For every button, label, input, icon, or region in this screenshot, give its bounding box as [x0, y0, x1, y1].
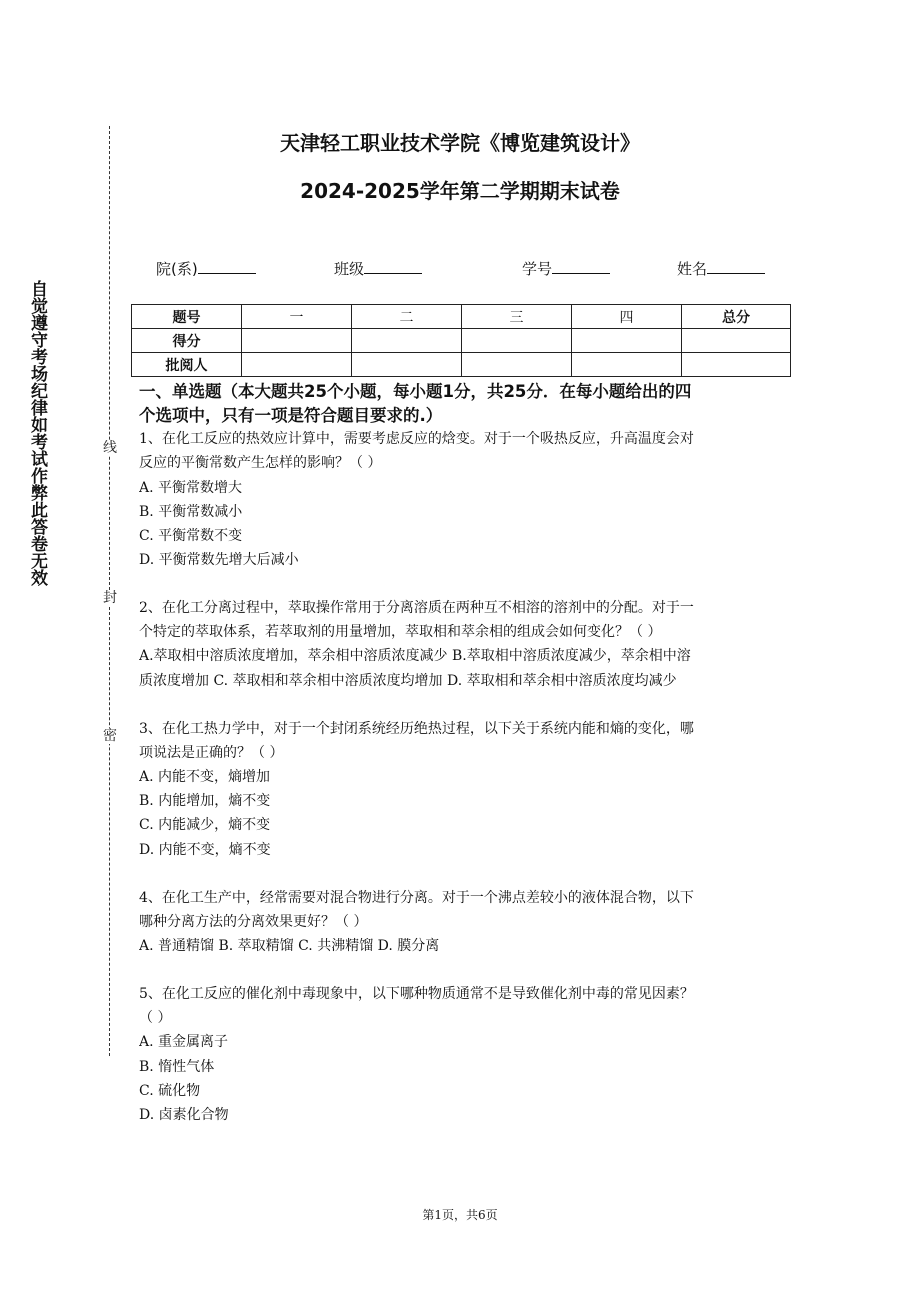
info-field-class [334, 258, 422, 279]
score-table-header-row [132, 305, 791, 329]
grader-cell [352, 353, 462, 377]
section-heading-line: 一、单选题（本大题共25个小题，每小题1分，共25分．在每小题给出的四 [139, 382, 692, 401]
question-5-option: C. 硫化物 [139, 1083, 201, 1099]
question-3-option: C. 内能减少，熵不变 [139, 817, 271, 833]
score-header-cell: 三 [462, 305, 572, 329]
score-cell [682, 329, 791, 353]
question-1-option: B. 平衡常数减小 [139, 504, 243, 520]
info-field-department [156, 258, 256, 279]
info-field-student-id [522, 258, 610, 279]
info-label: 班级 [334, 260, 365, 278]
score-header-cell: 四 [572, 305, 682, 329]
score-header-cell: 题号 [132, 305, 242, 329]
info-label: 姓名 [677, 260, 708, 278]
binding-warning-text: 自觉遵守考场纪律如考试作弊此答卷无效 [27, 280, 47, 586]
question-1-option: C. 平衡常数不变 [139, 528, 243, 544]
question-2-options: 质浓度增加 C. 萃取相和萃余相中溶质浓度均增加 D. 萃取相和萃余相中溶质浓度均减少 [139, 673, 677, 689]
info-label: 院(系) [156, 260, 198, 278]
seal-mark-seal: 封 [103, 590, 117, 606]
question-5-option: B. 惰性气体 [139, 1059, 215, 1075]
question-5-line: 5、在化工反应的催化剂中毒现象中，以下哪种物质通常不是导致催化剂中毒的常见因素？ [139, 986, 694, 1002]
grader-cell [682, 353, 791, 377]
score-header-cell: 二 [352, 305, 462, 329]
question-1-line: 反应的平衡常数产生怎样的影响？（ ） [139, 455, 382, 471]
question-2-line: 个特定的萃取体系，若萃取剂的用量增加，萃取相和萃余相的组成会如何变化？（ ） [139, 624, 662, 640]
score-table-grader-row [132, 353, 791, 377]
question-3-option: B. 内能增加，熵不变 [139, 793, 271, 809]
question-1-option: A. 平衡常数增大 [139, 480, 243, 496]
score-row-label: 得分 [132, 329, 242, 353]
grader-cell [462, 353, 572, 377]
score-cell [242, 329, 352, 353]
score-cell [352, 329, 462, 353]
question-3-line: 项说法是正确的？（ ） [139, 745, 284, 761]
info-label: 学号 [522, 260, 553, 278]
score-cell [572, 329, 682, 353]
question-5-line: （ ） [139, 1010, 172, 1026]
question-1-line: 1、在化工反应的热效应计算中，需要考虑反应的焓变。对于一个吸热反应，升高温度会对 [139, 431, 694, 447]
question-2-line: 2、在化工分离过程中，萃取操作常用于分离溶质在两种互不相溶的溶剂中的分配。对于一 [139, 600, 694, 616]
score-table [131, 304, 791, 377]
seal-mark-secret: 密 [103, 728, 117, 744]
exam-title-line2: 2024-2025学年第二学期期末试卷 [300, 179, 620, 203]
question-3-option: D. 内能不变，熵不变 [139, 842, 271, 858]
score-header-cell: 一 [242, 305, 352, 329]
question-1-option: D. 平衡常数先增大后减小 [139, 552, 299, 568]
question-4-line: 哪种分离方法的分离效果更好？（ ） [139, 914, 368, 930]
info-blank [552, 258, 610, 274]
section-heading [139, 380, 789, 428]
exam-title-line1: 天津轻工职业技术学院《博览建筑设计》 [280, 131, 640, 155]
score-header-cell: 总分 [682, 305, 791, 329]
page-footer: 第1页，共6页 [422, 1208, 498, 1222]
question-4-line: 4、在化工生产中，经常需要对混合物进行分离。对于一个沸点差较小的液体混合物，以下 [139, 890, 694, 906]
grader-row-label: 批阅人 [132, 353, 242, 377]
question-5-option: D. 卤素化合物 [139, 1107, 229, 1123]
question-4-options: A. 普通精馏 B. 萃取精馏 C. 共沸精馏 D. 膜分离 [139, 938, 440, 954]
score-table-score-row [132, 329, 791, 353]
question-3-line: 3、在化工热力学中，对于一个封闭系统经历绝热过程，以下关于系统内能和熵的变化，哪 [139, 721, 694, 737]
info-blank [707, 258, 765, 274]
question-2-options: A.萃取相中溶质浓度增加，萃余相中溶质浓度减少 B.萃取相中溶质浓度减少，萃余相中溶 [139, 648, 691, 664]
question-5-option: A. 重金属离子 [139, 1034, 229, 1050]
student-info-row [0, 258, 920, 280]
grader-cell [572, 353, 682, 377]
seal-mark-line: 线 [103, 440, 117, 456]
section-heading-line: 个选项中，只有一项是符合题目要求的.） [139, 406, 443, 425]
question-3-option: A. 内能不变，熵增加 [139, 769, 271, 785]
grader-cell [242, 353, 352, 377]
info-blank [198, 258, 256, 274]
info-field-name [677, 258, 765, 279]
info-blank [364, 258, 422, 274]
score-cell [462, 329, 572, 353]
